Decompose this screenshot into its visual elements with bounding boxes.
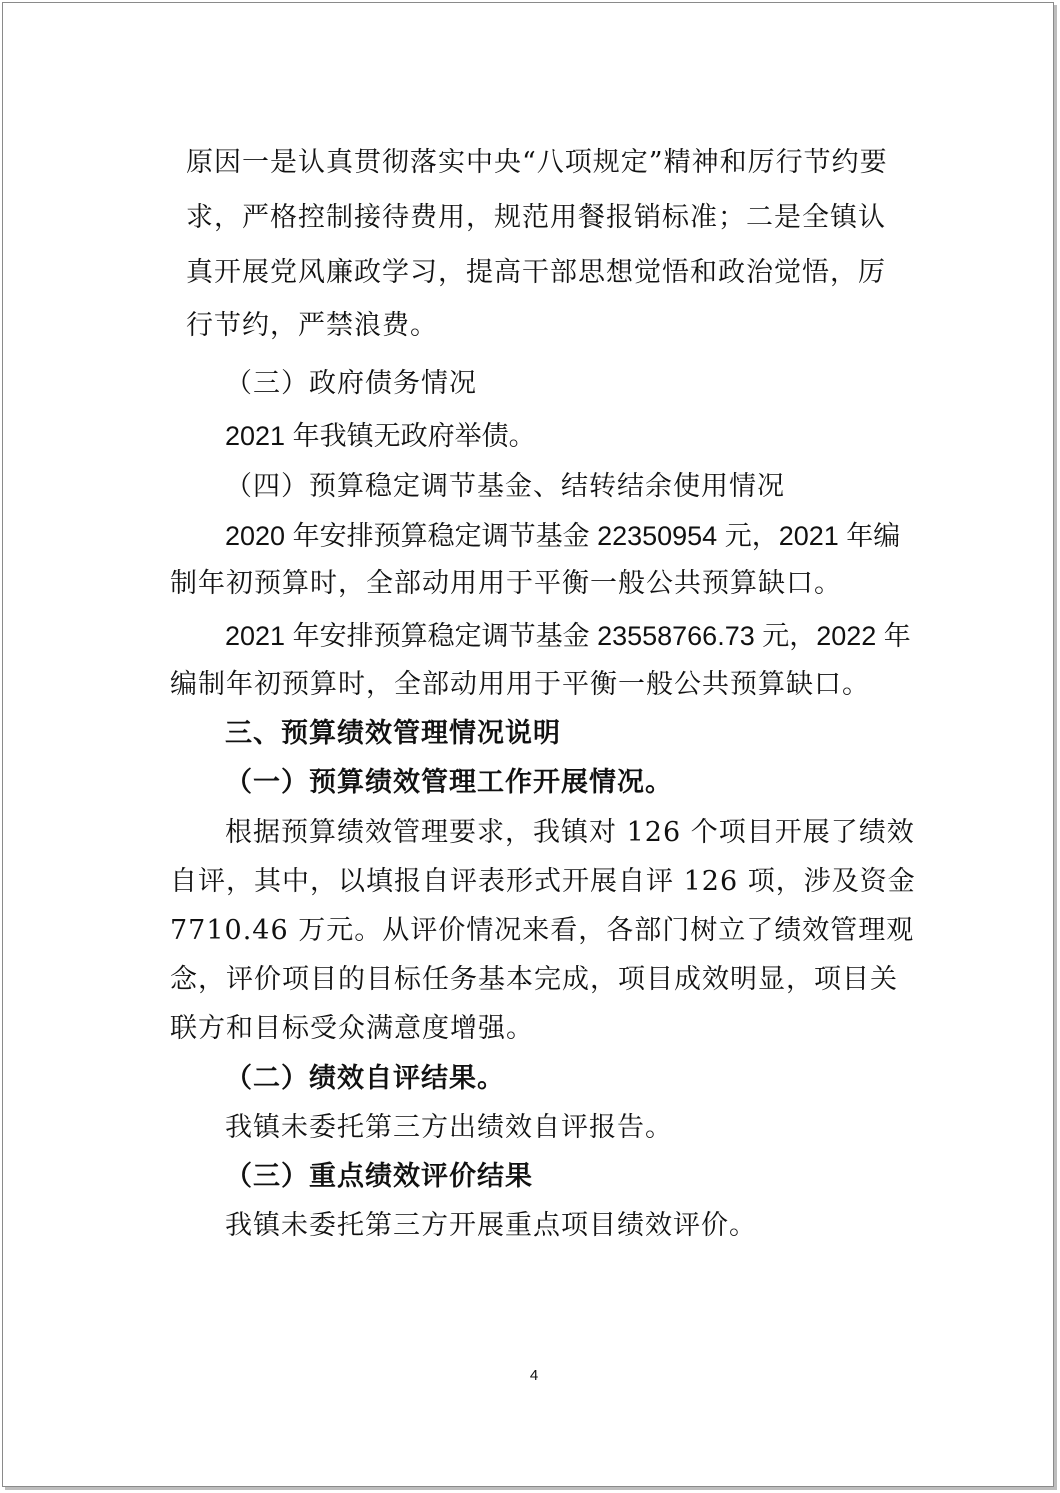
reasons-paragraph-line: 行节约，严禁浪费。: [186, 310, 438, 341]
performance-work-paragraph-line: 7710.46 万元。从评价情况来看，各部门树立了绩效管理观: [170, 915, 915, 946]
performance-work-paragraph-line: 联方和目标受众满意度增强。: [170, 1013, 534, 1044]
reasons-paragraph-line: 求，严格控制接待费用，规范用餐报销标准；二是全镇认: [186, 202, 886, 233]
reasons-paragraph-line: 真开展党风廉政学习，提高干部思想觉悟和政治觉悟，厉: [186, 257, 886, 288]
performance-section-title: 三、预算绩效管理情况说明: [225, 718, 561, 749]
stabilization-fund-heading: （四）预算稳定调节基金、结转结余使用情况: [225, 471, 785, 502]
performance-work-heading: （一）预算绩效管理工作开展情况。: [225, 767, 673, 798]
key-evaluation-text: 我镇未委托第三方开展重点项目绩效评价。: [225, 1210, 757, 1241]
performance-work-paragraph-line: 念，评价项目的目标任务基本完成，项目成效明显，项目关: [170, 964, 898, 995]
performance-work-paragraph-line: 根据预算绩效管理要求，我镇对 126 个项目开展了绩效: [225, 817, 915, 848]
page-frame: [2, 2, 1054, 1487]
performance-work-paragraph-line: 自评，其中，以填报自评表形式开展自评 126 项，涉及资金: [170, 866, 916, 897]
self-evaluation-text: 我镇未委托第三方出绩效自评报告。: [225, 1112, 673, 1143]
government-debt-heading: （三）政府债务情况: [225, 368, 477, 399]
self-evaluation-heading: （二）绩效自评结果。: [225, 1063, 505, 1094]
fund-2020-paragraph-line: 制年初预算时，全部动用用于平衡一般公共预算缺口。: [170, 568, 842, 599]
page-number: 4: [529, 1367, 539, 1384]
reasons-paragraph-line: 原因一是认真贯彻落实中央“八项规定”精神和厉行节约要: [186, 147, 888, 178]
fund-2020-paragraph-line: 2020 年安排预算稳定调节基金 22350954 元，2021 年编: [225, 521, 901, 551]
government-debt-text: 2021 年我镇无政府举债。: [225, 421, 536, 451]
fund-2021-paragraph-line: 2021 年安排预算稳定调节基金 23558766.73 元，2022 年: [225, 621, 911, 651]
fund-2021-paragraph-line: 编制年初预算时，全部动用用于平衡一般公共预算缺口。: [170, 669, 870, 700]
key-evaluation-heading: （三）重点绩效评价结果: [225, 1161, 533, 1192]
